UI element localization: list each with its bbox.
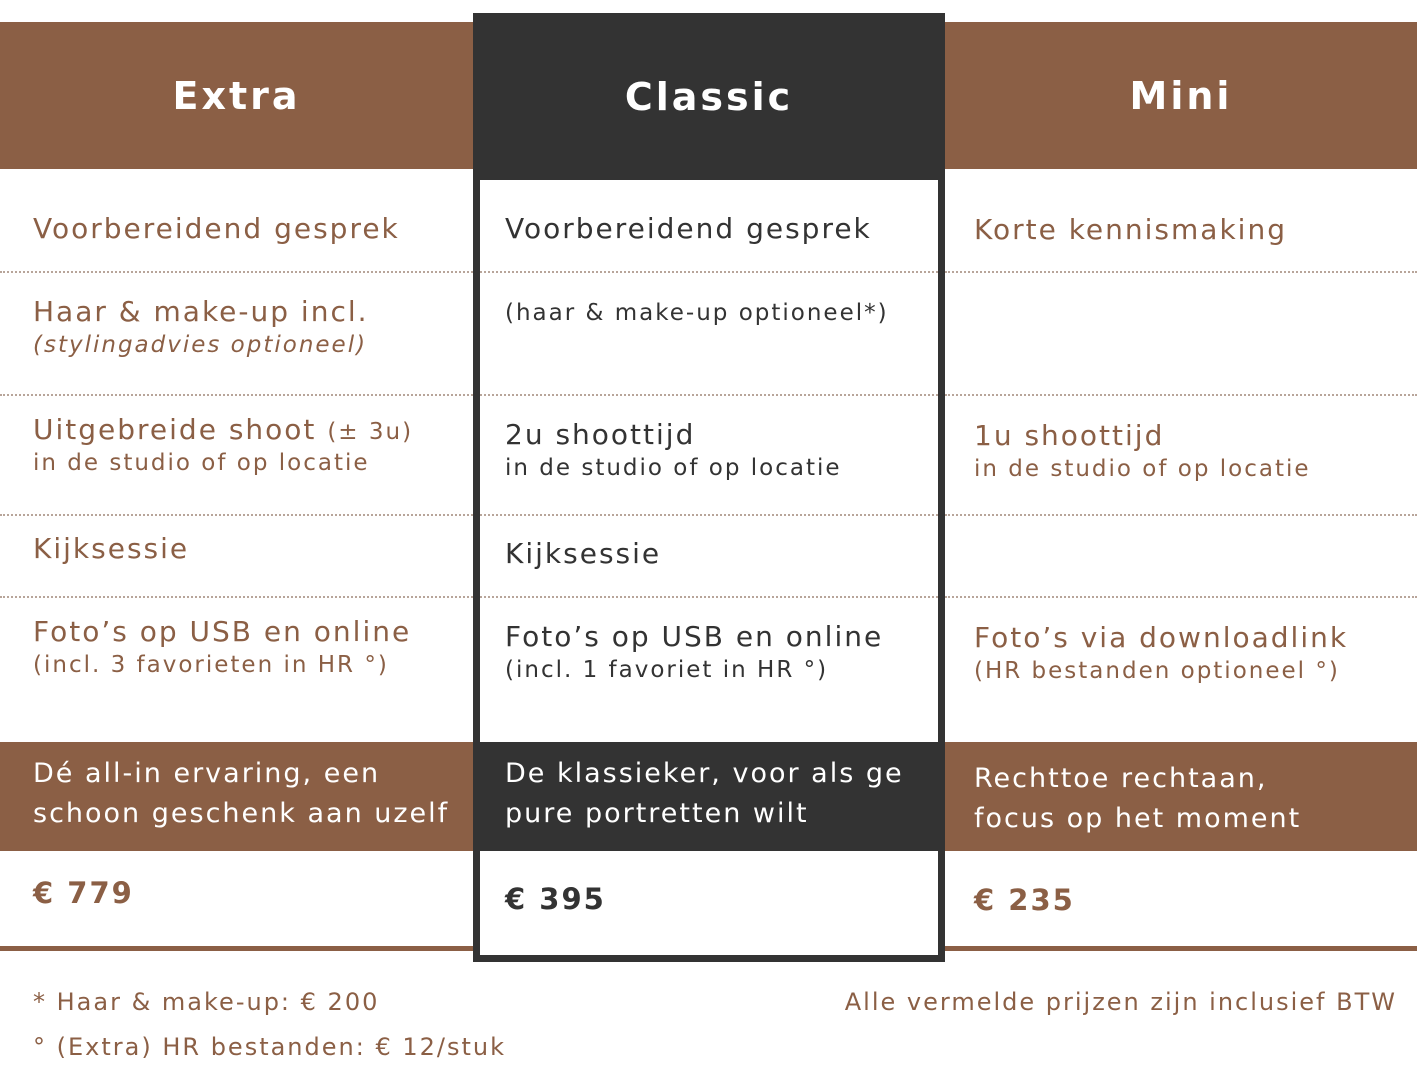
tagline-line-1: De klassieker, voor als ge [505,758,904,789]
tagline-line-2: focus op het moment [974,803,1302,834]
feature-styling [0,295,473,358]
plan-classic [473,13,945,962]
plan-mini [945,22,1417,917]
feature-delivery-label: Foto’s op USB en online [33,615,412,648]
plan-tagline-classic [473,742,945,851]
plan-price-classic: € 395 [505,882,606,916]
tagline-line-2: schoon geschenk aan uzelf [33,798,450,829]
feature-delivery [945,621,1417,684]
divider [480,514,938,516]
plan-tagline-extra [0,742,473,851]
footnote-vat: Alle vermelde prijzen zijn inclusief BTW [844,988,1397,1016]
feature-viewing: Kijksessie [33,532,190,565]
feature-shoot-duration: (± 3u) [327,419,414,445]
plan-header-classic: Classic [473,13,945,180]
feature-delivery [480,620,938,683]
plan-header-mini: Mini [945,22,1417,169]
feature-consult: Voorbereidend gesprek [33,212,400,245]
tagline-line-2: pure portretten wilt [505,798,809,829]
bottom-rule-extra [0,946,473,951]
divider [0,271,473,273]
tagline-line-1: Dé all-in ervaring, een [33,758,381,789]
feature-shoot [945,419,1417,482]
feature-delivery-sub: (HR bestanden optioneel °) [974,658,1340,684]
feature-delivery [0,615,473,678]
feature-shoot [0,413,473,476]
feature-shoot-label: 2u shoottijd [505,418,696,451]
divider [0,596,473,598]
feature-shoot-label: 1u shoottijd [974,419,1165,452]
divider [0,394,473,396]
plan-price-extra: € 779 [33,876,134,910]
feature-delivery-label: Foto’s via downloadlink [974,621,1349,654]
divider [945,596,1417,598]
feature-shoot [480,418,938,481]
footnote-hr-files: ° (Extra) HR bestanden: € 12/stuk [33,1033,506,1061]
divider [480,596,938,598]
divider [945,271,1417,273]
feature-consult: Korte kennismaking [974,213,1287,246]
tagline-line-1: Rechttoe rechtaan, [974,763,1268,794]
feature-shoot-sub: in de studio of op locatie [33,450,370,476]
plan-header-extra: Extra [0,22,473,169]
divider [0,514,473,516]
feature-consult: Voorbereidend gesprek [505,212,872,245]
feature-delivery-sub: (incl. 1 favoriet in HR °) [505,657,829,683]
divider [945,514,1417,516]
feature-viewing: Kijksessie [505,537,662,570]
divider [480,271,938,273]
feature-shoot-label: Uitgebreide shoot [33,413,317,446]
bottom-rule-mini [945,946,1417,951]
feature-styling-sub: (stylingadvies optioneel) [33,332,368,358]
footnote-makeup: * Haar & make-up: € 200 [33,988,380,1016]
plan-price-mini: € 235 [974,883,1075,917]
feature-styling-label: Haar & make-up incl. [33,295,369,328]
feature-shoot-sub: in de studio of op locatie [974,456,1311,482]
plan-extra [0,22,473,910]
divider [480,394,938,396]
feature-delivery-label: Foto’s op USB en online [505,620,884,653]
feature-delivery-sub: (incl. 3 favorieten in HR °) [33,652,389,678]
feature-shoot-sub: in de studio of op locatie [505,455,842,481]
feature-styling: (haar & make-up optioneel*) [505,300,889,326]
plan-tagline-mini [945,742,1417,851]
divider [945,394,1417,396]
